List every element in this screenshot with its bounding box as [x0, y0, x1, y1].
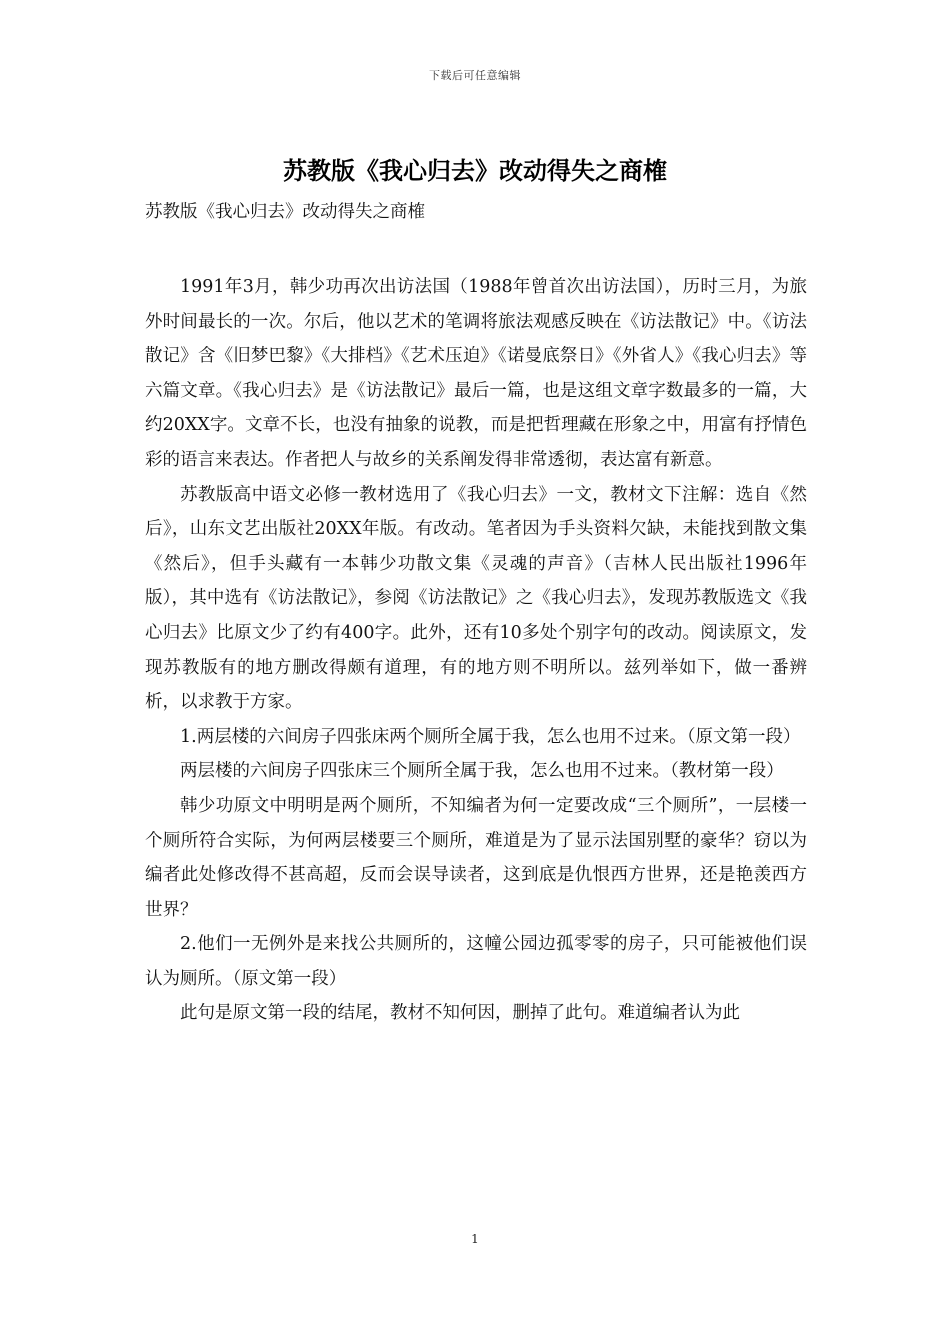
paragraph: 1.两层楼的六间房子四张床两个厕所全属于我，怎么也用不过来。（原文第一段） [180, 726, 801, 747]
header-note: 下载后可任意编辑 [429, 69, 521, 82]
document-body [145, 270, 807, 1031]
document-title: 苏教版《我心归去》改动得失之商榷 [283, 156, 667, 185]
paragraph: 苏教版高中语文必修一教材选用了《我心归去》一文，教材文下注解：选自《然后》，山东文艺出版社20XX年版。有改动。笔者因为手头资料欠缺，未能找到散文集《然后》，但手头藏有一本韩少功散文集《灵魂的声音》（吉林人民出版社1996年版），其中选有《访法散记》，参阅《访法散记》之《我心归去》，发现苏教版选文《我心归去》比原文少了约有400字。此外，还有10多处个别字句的改动。阅读原文，发现苏教版有的地方删改得颇有道理，有的地方则不明所以。兹列举如下，做一番辨析，以求教于方家。 [145, 484, 807, 713]
page-number: 1 [471, 1232, 479, 1246]
paragraph: 韩少功原文中明明是两个厕所，不知编者为何一定要改成“三个厕所”，一层楼一个厕所符合实际，为何两层楼要三个厕所，难道是为了显示法国别墅的豪华？窃以为编者此处修改得不甚高超，反而会误导读者，这到底是仇恨西方世界，还是艳羡西方世界？ [145, 795, 807, 920]
paragraph: 此句是原文第一段的结尾，教材不知何因，删掉了此句。难道编者认为此 [180, 1003, 740, 1024]
paragraph: 2.他们一无例外是来找公共厕所的，这幢公园边孤零零的房子，只可能被他们误认为厕所。（原文第一段） [145, 934, 807, 989]
paragraph: 两层楼的六间房子四张床三个厕所全属于我，怎么也用不过来。（教材第一段） [180, 761, 784, 782]
document-subtitle: 苏教版《我心归去》改动得失之商榷 [145, 202, 425, 222]
paragraph: 1991年3月，韩少功再次出访法国（1988年曾首次出访法国），历时三月，为旅外时间最长的一次。尔后，他以艺术的笔调将旅法观感反映在《访法散记》中。《访法散记》含《旧梦巴黎》《大排档》《艺术压迫》《诺曼底祭日》《外省人》《我心归去》等六篇文章。《我心归去》是《访法散记》最后一篇，也是这组文章字数最多的一篇，大约20XX字。文章不长，也没有抽象的说教，而是把哲理藏在形象之中，用富有抒情色彩的语言来表达。作者把人与故乡的关系阐发得非常透彻，表达富有新意。 [145, 277, 807, 470]
